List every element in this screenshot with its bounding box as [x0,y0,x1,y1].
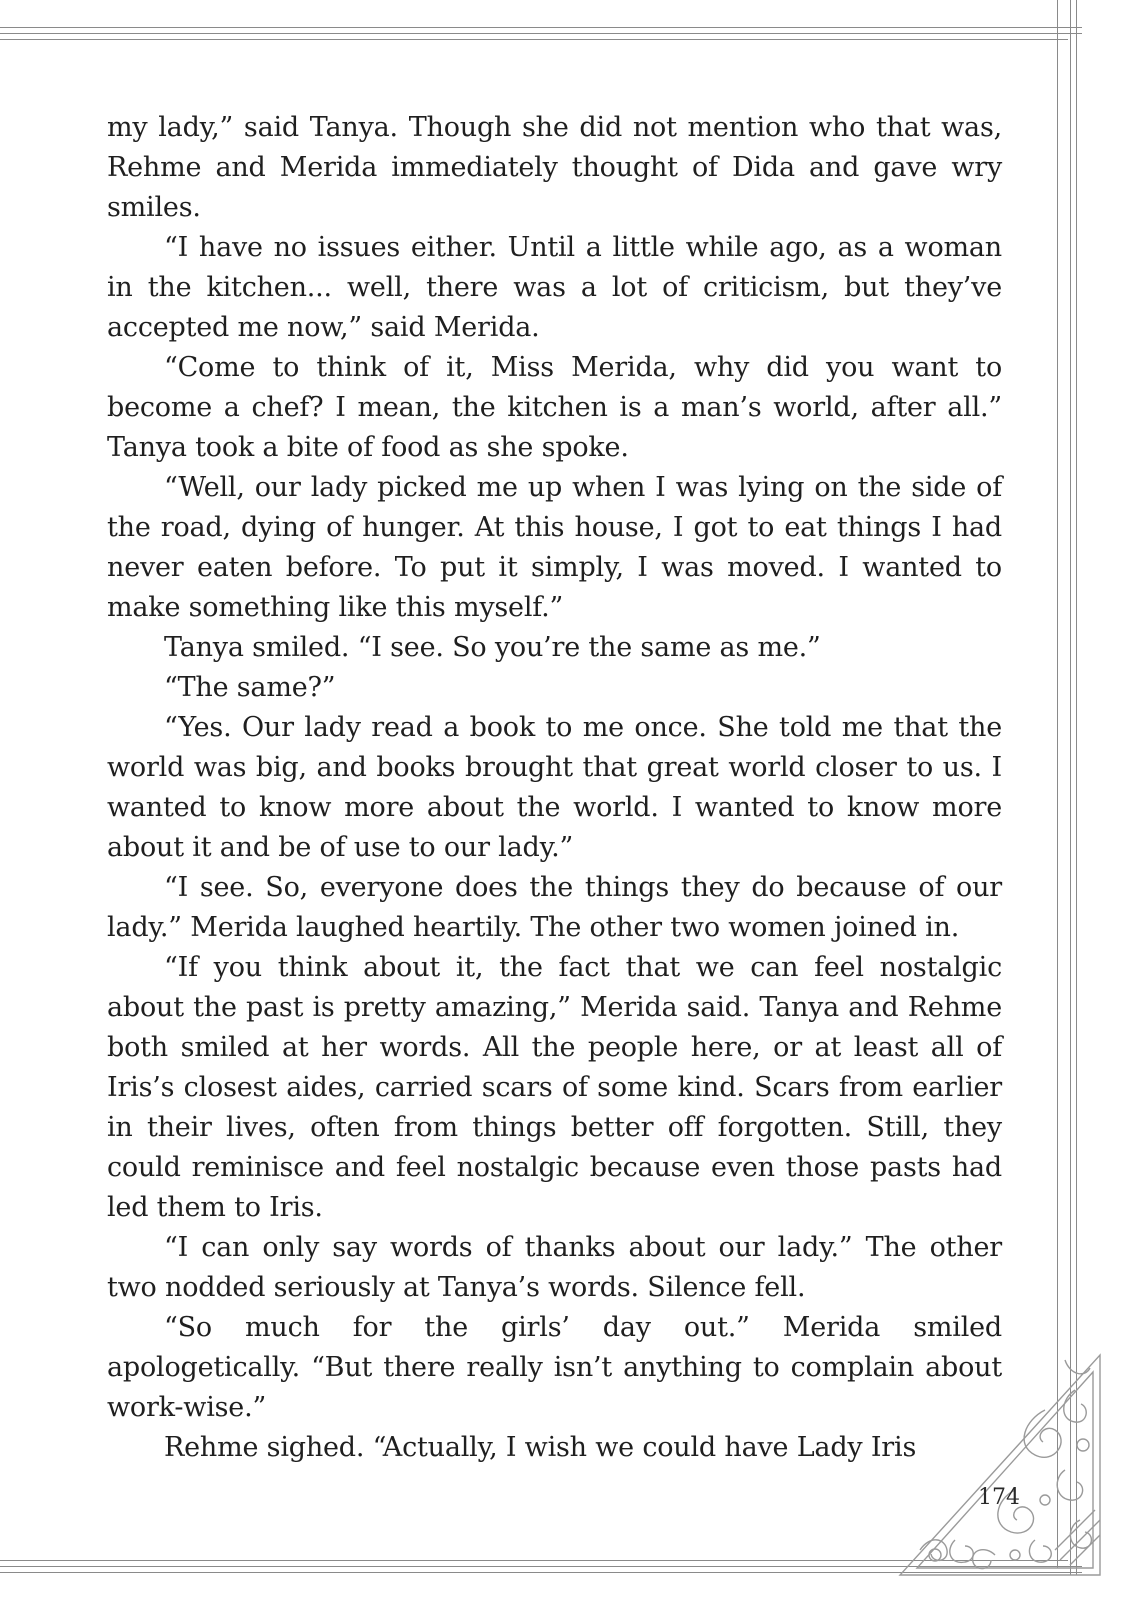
right-frame-rule [1076,0,1077,1575]
paragraph: Rehme sighed. “Actually, I wish we could have Lady Iris [164,1432,917,1463]
paragraph: “Well, our lady picked me up when I was lying on the side of the road, dying of hunger. At this house, I got to eat things I had never eaten before. To put it simply, I was moved. I wanted to make something like this myself.” [107,472,1002,623]
paragraph: Tanya smiled. “I see. So you’re the same as me.” [164,632,821,663]
top-frame-rule [0,33,1082,34]
paragraph: “I see. So, everyone does the things they do because of our lady.” Merida laughed heartily. The other two women joined in. [107,872,1002,943]
paragraph: “I have no issues either. Until a little while ago, as a woman in the kitchen... well, there was a lot of criticism, but they’ve accepted me now,” said Merida. [107,232,1002,343]
paragraph: “The same?” [164,672,336,703]
paragraph: “I can only say words of thanks about our lady.” The other two nodded seriously at Tanya’s words. Silence fell. [107,1232,1002,1303]
paragraph: “Yes. Our lady read a book to me once. She told me that the world was big, and books brought that great world closer to us. I wanted to know more about the world. I wanted to know more about it and be of use to our lady.” [107,712,1002,863]
paragraph: “Come to think of it, Miss Merida, why did you want to become a chef? I mean, the kitchen is a man’s world, after all.” Tanya took a bite of food as she spoke. [107,352,1002,463]
paragraph: “So much for the girls’ day out.” Merida smiled apologetically. “But there really isn’t anything to complain about work-wise.” [107,1312,1002,1423]
body-text [107,108,1002,1468]
paragraph: my lady,” said Tanya. Though she did not mention who that was, Rehme and Merida immediately thought of Dida and gave wry smiles. [107,112,1002,223]
paragraph: “If you think about it, the fact that we can feel nostalgic about the past is pretty amazing,” Merida said. Tanya and Rehme both smiled at her words. All the people here, or at least all of Iris’s closest aides, carried scars of some kind. Scars from earlier in their lives, often from things better off forgotten. Still, they could reminisce and feel nostalgic because even those pasts had led them to Iris. [107,952,1002,1223]
top-frame-rule [0,27,1082,28]
right-frame-rule [1070,0,1071,1575]
page-number: 174 [978,1485,1020,1510]
top-frame-rule [0,39,1068,40]
right-frame-rule [1057,0,1058,1568]
